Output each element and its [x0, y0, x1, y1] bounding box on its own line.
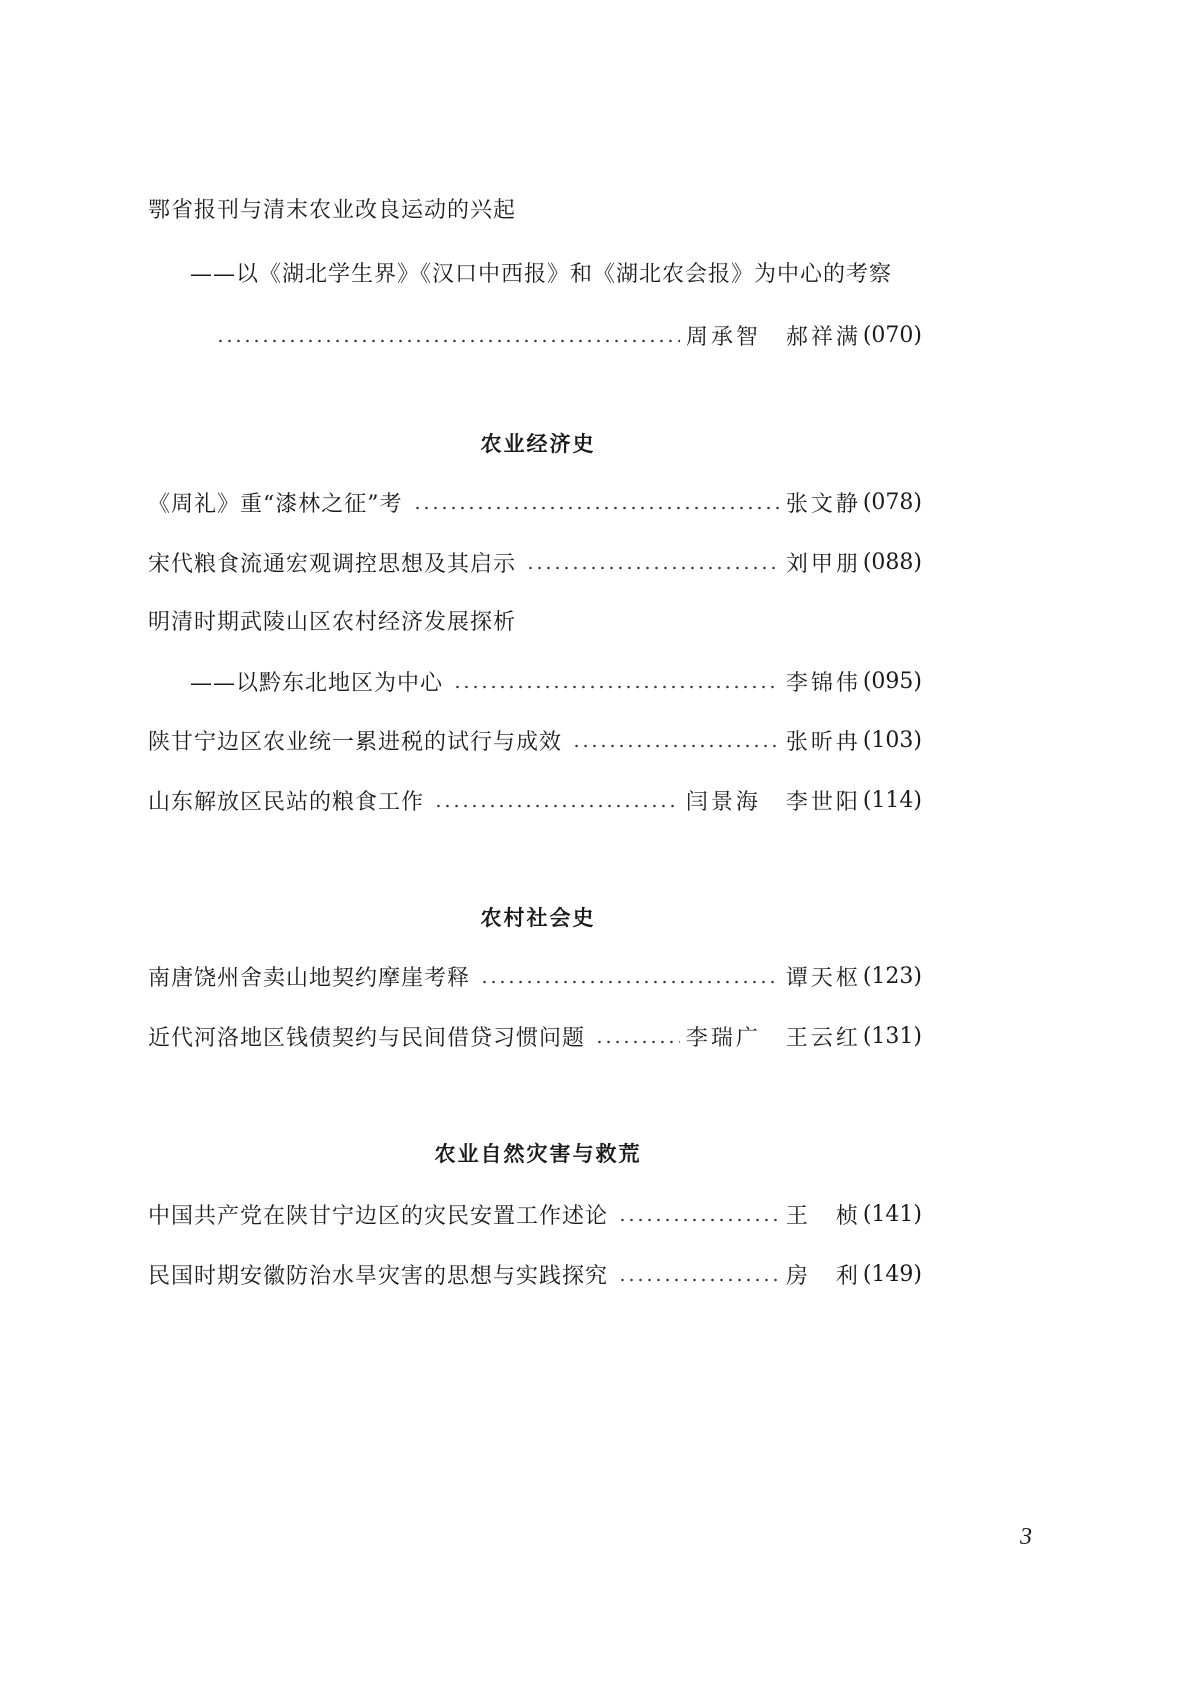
leader-dots	[526, 566, 780, 570]
entry-author: 刘甲朋	[785, 551, 861, 577]
leader-dots	[413, 506, 780, 510]
entry-page: (123)	[862, 963, 922, 989]
entry-title: 陕甘宁边区农业统一累进税的试行与成效	[148, 729, 563, 755]
leader-dots	[595, 1040, 680, 1044]
toc-entry	[148, 780, 922, 820]
entry-page: (141)	[862, 1201, 922, 1227]
entry-author: 张文静	[785, 491, 861, 517]
entry-page: (131)	[862, 1023, 922, 1049]
entry-page: (095)	[862, 668, 922, 694]
entry-author: 周承智 郝祥满	[685, 324, 861, 350]
entry-author: 闫景海 李世阳	[685, 789, 861, 815]
toc-entry	[148, 956, 922, 996]
toc-entry	[148, 1254, 922, 1294]
entry-author: 李瑞广 王云红	[685, 1025, 861, 1051]
entry-title: 中国共产党在陕甘宁边区的灾民安置工作述论	[148, 1203, 609, 1229]
entry-author: 李锦伟	[785, 670, 861, 696]
leader-dots	[618, 1218, 780, 1222]
leader-dots	[453, 685, 780, 689]
entry-title: 民国时期安徽防治水旱灾害的思想与实践探究	[148, 1263, 609, 1289]
toc-entry	[148, 1194, 922, 1234]
section-heading: 农村社会史	[480, 906, 596, 930]
entry-title: 宋代粮食流通宏观调控思想及其启示	[148, 551, 517, 577]
entry-title: 近代河洛地区钱债契约与民间借贷习惯问题	[148, 1025, 586, 1051]
entry-subtitle: ——以黔东北地区为中心	[190, 670, 444, 696]
page-number: 3	[1020, 1524, 1032, 1550]
entry-author: 王 桢	[785, 1203, 861, 1229]
entry-author: 房 利	[785, 1263, 861, 1289]
entry-author: 张昕冉	[785, 729, 861, 755]
entry-page: (088)	[862, 549, 922, 575]
entry-title: 山东解放区民站的粮食工作	[148, 789, 425, 815]
toc-entry	[148, 542, 922, 582]
entry-author: 谭天枢	[785, 965, 861, 991]
toc-entry	[148, 482, 922, 522]
leader-dots	[216, 339, 680, 343]
entry-page: (114)	[862, 787, 922, 813]
leader-dots	[480, 980, 780, 984]
entry-page: (149)	[862, 1261, 922, 1287]
section-heading: 农业经济史	[480, 432, 596, 456]
toc-entry-subtitle	[190, 252, 922, 292]
toc-entry-title	[148, 600, 922, 640]
toc-entry-title	[148, 188, 922, 228]
toc-entry-author-line	[206, 315, 922, 355]
entry-title: 南唐饶州舍卖山地契约摩崖考释	[148, 965, 471, 991]
toc-entry	[148, 1016, 922, 1056]
leader-dots	[434, 804, 680, 808]
entry-title: 《周礼》重“漆林之征”考	[148, 491, 403, 517]
entry-page: (070)	[862, 322, 922, 348]
entry-page: (078)	[862, 489, 922, 515]
entry-page: (103)	[862, 727, 922, 753]
entry-title: 明清时期武陵山区农村经济发展探析	[148, 609, 517, 635]
entry-title: 鄂省报刊与清末农业改良运动的兴起	[148, 197, 517, 223]
section-heading: 农业自然灾害与救荒	[434, 1142, 642, 1166]
entry-subtitle: ——以《湖北学生界》《汉口中西报》和《湖北农会报》为中心的考察	[190, 261, 893, 287]
toc-entry	[148, 720, 922, 760]
leader-dots	[572, 744, 780, 748]
toc-entry-subtitle	[190, 661, 922, 701]
leader-dots	[618, 1278, 780, 1282]
